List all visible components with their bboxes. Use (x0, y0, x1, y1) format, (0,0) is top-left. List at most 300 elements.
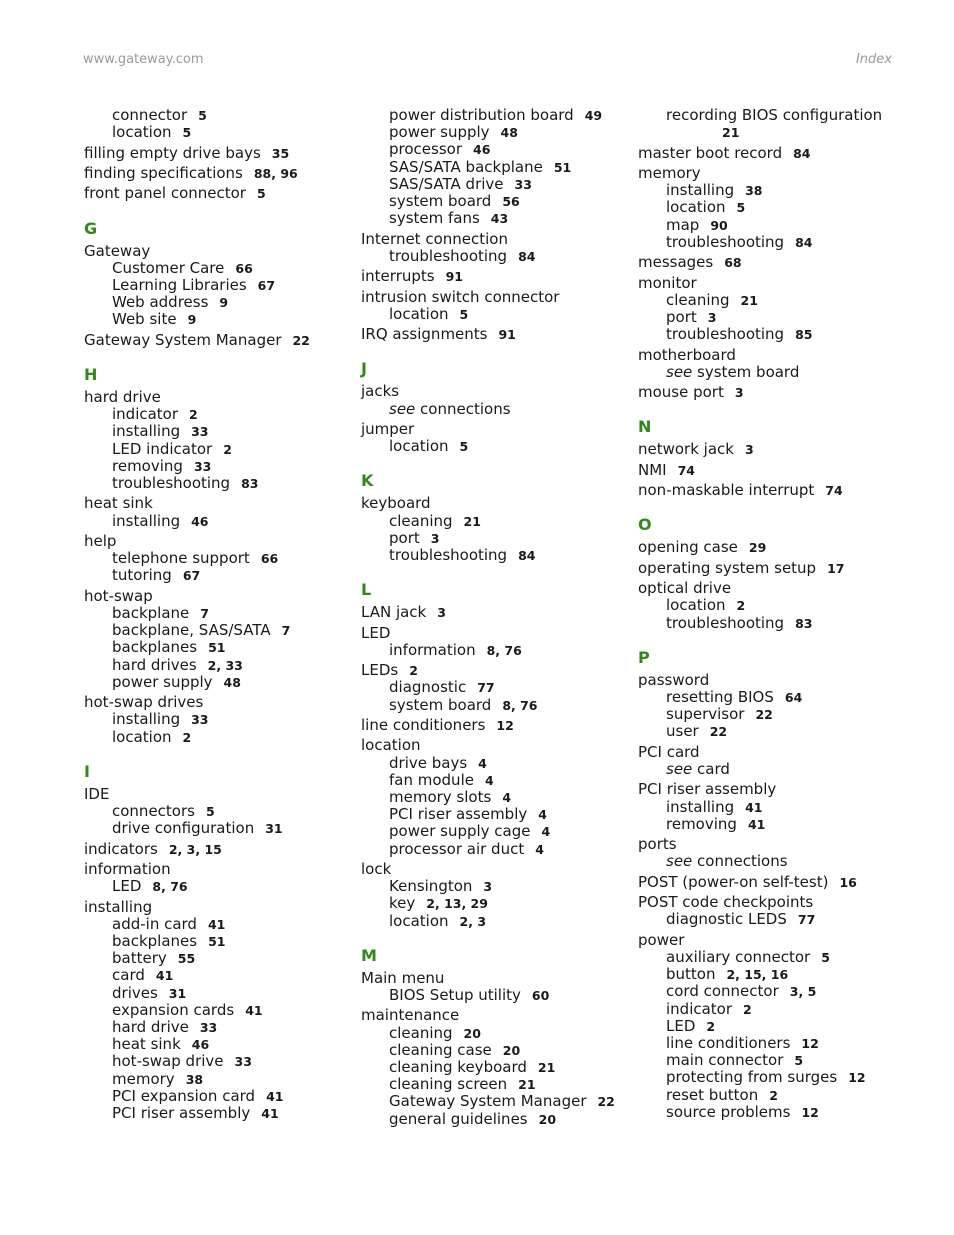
page-reference[interactable]: 48 (223, 674, 241, 690)
entry-term: LAN jack (361, 603, 427, 622)
page-reference[interactable]: 7 (200, 605, 209, 621)
index-subentry (361, 895, 631, 912)
entry-term: protecting from surges (666, 1068, 838, 1087)
page-reference[interactable]: 33 (514, 176, 532, 192)
page-reference[interactable]: 12 (801, 1104, 819, 1120)
page-reference[interactable]: 85 (795, 327, 813, 343)
page-reference[interactable]: 38 (185, 1071, 204, 1087)
index-entry (638, 539, 908, 556)
page-reference[interactable]: 2 (223, 441, 232, 457)
index-subentry (361, 1059, 631, 1076)
page-reference[interactable]: 3 (437, 605, 446, 621)
page-reference[interactable]: 4 (541, 824, 551, 840)
page-reference[interactable]: 66 (235, 260, 253, 276)
index-entry (84, 145, 354, 162)
index-entry (361, 861, 631, 878)
page-reference[interactable]: 8, 76 (152, 879, 188, 895)
page-reference[interactable]: 20 (538, 1111, 557, 1127)
index-subentry (84, 277, 354, 294)
index-subentry (361, 823, 631, 840)
index-subentry (84, 916, 354, 933)
entry-term: location (112, 727, 172, 746)
page-reference[interactable]: 9 (219, 295, 229, 311)
page-reference[interactable]: 51 (553, 159, 572, 175)
page-reference[interactable]: 5 (256, 186, 266, 202)
index-entry (361, 326, 631, 343)
index-entry (638, 165, 908, 182)
page-reference[interactable]: 66 (260, 551, 279, 567)
index-entry (638, 347, 908, 364)
index-subentry (361, 913, 631, 930)
entry-term: system board (389, 695, 492, 714)
index-subentry (84, 729, 354, 746)
entry-term: diagnostic LEDS (666, 910, 787, 929)
entry-term: user (666, 722, 699, 741)
index-entry (638, 384, 908, 401)
page-reference[interactable]: 5 (794, 1053, 804, 1069)
index-subentry (638, 1035, 908, 1052)
entry-term: location (361, 736, 421, 755)
index-column-3 (638, 107, 908, 1121)
entry-term: Gateway System Manager (389, 1092, 587, 1111)
page-reference[interactable]: 84 (518, 548, 536, 563)
entry-term: heat sink (112, 1035, 181, 1054)
index-subentry (84, 711, 354, 728)
see-reference: see (666, 759, 693, 778)
page-reference[interactable]: 46 (191, 513, 209, 529)
index-subentry (361, 141, 631, 158)
page-reference[interactable]: 55 (177, 951, 196, 967)
page-reference[interactable]: 84 (795, 234, 813, 250)
index-subentry (361, 513, 631, 530)
page-reference[interactable]: 33 (191, 424, 209, 440)
index-subentry (361, 679, 631, 696)
index-letter-heading: M (361, 945, 377, 965)
entry-term: port (666, 307, 697, 326)
page-reference[interactable]: 3 (483, 879, 493, 895)
index-subentry (361, 530, 631, 547)
page-reference[interactable]: 33 (234, 1054, 252, 1070)
index-subentry (84, 458, 354, 475)
index-subentry (84, 475, 354, 492)
index-column-1 (84, 107, 354, 1122)
page-reference[interactable]: 21 (537, 1060, 556, 1075)
entry-term: NMI (638, 460, 667, 479)
index-entry (638, 744, 908, 761)
page-reference[interactable]: 29 (748, 540, 767, 556)
index-subentry (638, 761, 908, 778)
page-reference[interactable]: 2, 15, 16 (726, 967, 789, 983)
page-reference[interactable]: 9 (187, 312, 197, 328)
index-subentry (361, 248, 631, 265)
index-subentry (84, 311, 354, 328)
page-reference[interactable]: 68 (724, 255, 742, 271)
entry-term: recording BIOS configuration (666, 106, 883, 124)
index-letter-heading: J (361, 359, 367, 379)
entry-term: PCI riser assembly (389, 805, 528, 824)
page-reference[interactable]: 91 (445, 269, 463, 285)
page-reference[interactable]: 64 (784, 689, 803, 705)
index-subentry (638, 799, 908, 816)
entry-term: processor (389, 140, 462, 159)
entry-term: keyboard (361, 494, 431, 513)
index-subentry (84, 567, 354, 584)
index-entry (361, 383, 631, 400)
entry-term: LED (666, 1016, 696, 1035)
index-entry (84, 533, 354, 550)
page-reference[interactable]: 84 (518, 248, 536, 264)
entry-term: PCI riser assembly (638, 780, 777, 799)
page-reference[interactable]: 2, 3, 15 (168, 841, 222, 857)
page-reference[interactable]: 56 (502, 194, 520, 210)
page-reference[interactable]: 5 (459, 439, 469, 455)
entry-term: reset button (666, 1085, 759, 1104)
entry-term: expansion cards (112, 1000, 235, 1019)
see-reference: see (666, 852, 693, 871)
page-reference[interactable]: 33 (199, 1020, 218, 1035)
entry-term: card (112, 966, 145, 985)
page-reference[interactable]: 22 (597, 1094, 615, 1110)
index-subentry (84, 107, 354, 124)
page-reference[interactable]: 38 (745, 183, 763, 199)
entry-term: drive bays (389, 753, 468, 772)
entry-term: password (638, 670, 710, 689)
page-reference[interactable]: 5 (459, 306, 469, 322)
page-reference[interactable]: 4 (484, 772, 494, 788)
page-reference[interactable]: 49 (584, 108, 603, 123)
index-subentry (361, 210, 631, 227)
page-reference[interactable]: 2, 3 (459, 913, 487, 929)
entry-term: jumper (361, 419, 415, 438)
index-entry (361, 625, 631, 642)
index-entry (638, 145, 908, 162)
entry-term: indicator (112, 405, 179, 424)
index-subentry (638, 292, 908, 309)
index-entry (84, 243, 354, 260)
entry-term: filling empty drive bays (84, 143, 261, 162)
page-reference[interactable]: 12 (848, 1070, 866, 1086)
page-reference[interactable]: 2 (409, 663, 418, 679)
entry-term: backplane (112, 603, 190, 622)
index-subentry (361, 193, 631, 210)
page-reference[interactable]: 41 (745, 799, 763, 815)
entry-term: resetting BIOS (666, 687, 774, 706)
page-reference[interactable]: 3 (734, 385, 744, 401)
index-entry (638, 874, 908, 891)
entry-term: location (112, 123, 172, 142)
page-reference[interactable]: 22 (292, 332, 310, 348)
page-reference[interactable]: 3 (744, 442, 754, 458)
page-reference[interactable]: 74 (825, 483, 843, 499)
entry-term: jacks (361, 382, 400, 401)
entry-term: IDE (84, 784, 110, 803)
index-subentry (638, 1069, 908, 1086)
entry-term: location (389, 911, 449, 930)
index-entry (638, 441, 908, 458)
page-reference[interactable]: 51 (208, 640, 226, 656)
entry-term: connectors (112, 802, 195, 820)
index-subentry (638, 364, 908, 381)
page-reference[interactable]: 8, 76 (502, 697, 538, 713)
page-reference[interactable]: 17 (827, 560, 845, 576)
entry-term: LED indicator (112, 439, 213, 458)
entry-term: memory (112, 1069, 175, 1088)
page-reference[interactable]: 83 (241, 476, 259, 491)
index-entry (84, 861, 354, 878)
index-entry (638, 836, 908, 853)
page-reference[interactable]: 20 (463, 1025, 481, 1041)
entry-term: system board (389, 192, 492, 211)
index-subentry (84, 639, 354, 656)
entry-term: motherboard (638, 345, 736, 364)
index-letter-heading: P (638, 647, 650, 667)
index-subentry (84, 985, 354, 1002)
page-reference[interactable]: 5 (182, 125, 192, 141)
entry-term: lock (361, 859, 392, 878)
entry-term: troubleshooting (112, 474, 231, 492)
page-reference[interactable]: 3 (430, 530, 440, 546)
page-reference[interactable]: 60 (531, 988, 550, 1003)
entry-term: key (389, 894, 416, 913)
index-entry (638, 560, 908, 577)
index-subentry (638, 309, 908, 326)
page-reference[interactable]: 21 (463, 513, 481, 529)
entry-term: troubleshooting (666, 232, 785, 251)
page-reference[interactable]: 3 (707, 309, 717, 325)
index-entry (84, 332, 354, 349)
entry-term: Main menu (361, 968, 445, 987)
page-reference[interactable]: 20 (502, 1042, 521, 1058)
see-reference: see (389, 399, 416, 418)
page-reference[interactable]: 2, 13, 29 (426, 896, 488, 912)
index-subentry (84, 1036, 354, 1053)
page-reference[interactable]: 12 (496, 717, 514, 733)
entry-term: battery (112, 949, 167, 968)
entry-term: hard drives (112, 655, 197, 674)
index-entry (84, 389, 354, 406)
entry-term: messages (638, 253, 714, 272)
index-subentry (361, 878, 631, 895)
index-entry (361, 231, 631, 248)
page-reference[interactable]: 33 (193, 458, 212, 474)
page-reference[interactable]: 2 (706, 1018, 716, 1034)
page-reference[interactable]: 46 (473, 142, 491, 158)
page-reference[interactable]: 31 (265, 821, 283, 837)
entry-term: Customer Care (112, 258, 225, 277)
index-subentry (84, 124, 354, 141)
entry-term: Learning Libraries (112, 275, 247, 294)
entry-term: connector (112, 106, 188, 124)
entry-term: telephone support (112, 549, 250, 568)
index-letter-heading: L (361, 580, 372, 600)
page-reference[interactable]: 4 (535, 841, 544, 857)
index-subentry (84, 1105, 354, 1122)
entry-term: system board (692, 362, 800, 381)
index-subentry (84, 1002, 354, 1019)
index-letter-heading: I (84, 761, 90, 781)
entry-term: network jack (638, 440, 734, 459)
index-entry (361, 717, 631, 734)
index-subentry (84, 605, 354, 622)
index-subentry (361, 841, 631, 858)
index-entry (84, 786, 354, 803)
index-entry (84, 899, 354, 916)
index-subentry (638, 597, 908, 614)
index-entry (84, 165, 354, 182)
page-reference[interactable]: 33 (191, 712, 209, 728)
index-subentry (638, 326, 908, 343)
entry-term: PCI riser assembly (112, 1104, 251, 1123)
index-entry (361, 495, 631, 512)
entry-term: SAS/SATA backplane (389, 157, 543, 176)
page-reference[interactable]: 67 (182, 568, 201, 584)
page-reference[interactable]: 2 (769, 1087, 778, 1103)
page-reference[interactable]: 5 (205, 804, 215, 819)
page-reference[interactable]: 48 (500, 125, 518, 141)
index-subentry (638, 234, 908, 251)
index-entry (361, 289, 631, 306)
entry-term: information (389, 640, 476, 659)
entry-term: non-maskable interrupt (638, 481, 815, 500)
page-reference[interactable]: 77 (477, 680, 495, 696)
index-letter-heading: G (84, 218, 98, 238)
index-subentry (638, 983, 908, 1000)
entry-term: hot-swap drive (112, 1052, 224, 1071)
page-reference[interactable]: 91 (498, 327, 516, 343)
page-reference[interactable]: 84 (793, 145, 811, 161)
page-reference[interactable]: 8, 76 (486, 642, 522, 658)
index-letter-heading: N (638, 417, 652, 437)
index-subentry (84, 1053, 354, 1070)
page-reference[interactable]: 41 (747, 816, 766, 832)
entry-term: master boot record (638, 143, 783, 162)
page-reference[interactable]: 5 (736, 200, 746, 216)
entry-term: system fans (389, 209, 480, 228)
page-reference[interactable]: 2 (736, 598, 746, 614)
page-reference[interactable]: 16 (839, 874, 857, 890)
page-reference[interactable]: 12 (801, 1035, 819, 1051)
index-entry (84, 841, 354, 858)
index-subentry (361, 1025, 631, 1042)
index-subentry (638, 199, 908, 216)
page-reference[interactable]: 67 (257, 277, 276, 293)
page-reference[interactable]: 4 (538, 807, 547, 823)
page-reference[interactable]: 7 (281, 623, 291, 639)
index-subentry (361, 806, 631, 823)
index-subentry (638, 615, 908, 632)
index-subentry (638, 853, 908, 870)
page-reference[interactable]: 2 (189, 407, 198, 423)
page-header (83, 52, 892, 72)
index-subentry (361, 1042, 631, 1059)
entry-term: LEDs (361, 661, 399, 680)
page-reference[interactable]: 41 (245, 1002, 263, 1018)
page-reference[interactable]: 74 (677, 462, 695, 478)
page-reference[interactable]: 22 (755, 707, 773, 723)
page-reference[interactable]: 21 (722, 125, 740, 141)
header-website: www.gateway.com (83, 52, 204, 67)
index-letter-heading: O (638, 515, 652, 535)
page-reference[interactable]: 3, 5 (789, 984, 817, 1000)
page-reference[interactable]: 21 (740, 292, 758, 308)
entry-term: Gateway (84, 241, 151, 260)
entry-term: intrusion switch connector (361, 287, 560, 306)
entry-term: information (84, 859, 171, 878)
index-subentry (638, 706, 908, 723)
index-subentry (638, 1087, 908, 1104)
page-reference[interactable]: 4 (502, 789, 512, 805)
page-reference[interactable]: 46 (191, 1037, 210, 1053)
page-reference[interactable]: 5 (198, 108, 207, 123)
index-entry (361, 737, 631, 754)
page-reference[interactable]: 41 (266, 1088, 284, 1104)
page-reference[interactable]: 35 (271, 145, 290, 161)
index-subentry (84, 441, 354, 458)
index-subentry (84, 674, 354, 691)
page-reference[interactable]: 90 (710, 217, 728, 233)
page-reference[interactable]: 21 (518, 1077, 536, 1093)
index-subentry (84, 294, 354, 311)
index-subentry (361, 306, 631, 323)
entry-term: location (389, 437, 449, 456)
entry-term: connections (692, 852, 788, 871)
page-reference[interactable]: 5 (821, 949, 830, 965)
index-subentry (361, 547, 631, 564)
page-reference[interactable]: 41 (207, 916, 226, 932)
index-subentry (84, 878, 354, 895)
page-reference[interactable]: 2 (743, 1001, 752, 1017)
index-entry (638, 482, 908, 499)
index-subentry (84, 803, 354, 820)
index-entry (638, 932, 908, 949)
entry-term: Internet connection (361, 229, 508, 248)
page-reference[interactable]: 41 (155, 968, 174, 984)
index-letter-heading: K (361, 471, 374, 491)
entry-term: Kensington (389, 877, 473, 896)
page-reference[interactable]: 41 (261, 1106, 279, 1122)
entry-term: removing (666, 814, 737, 833)
index-subentry (84, 967, 354, 984)
index-subentry (84, 406, 354, 423)
page-reference[interactable]: 4 (478, 755, 487, 771)
entry-term: power supply (112, 672, 213, 691)
index-entry (638, 254, 908, 271)
page-reference[interactable]: 2 (182, 729, 192, 745)
entry-term: troubleshooting (666, 325, 785, 344)
page-reference[interactable]: 22 (709, 724, 728, 740)
page-reference[interactable]: 43 (490, 211, 509, 227)
entry-term: installing (666, 797, 735, 816)
entry-term: connections (415, 399, 511, 418)
page-reference[interactable]: 51 (208, 933, 226, 949)
entry-term: power distribution board (389, 106, 574, 124)
entry-term: port (389, 528, 420, 547)
entry-term: memory (638, 163, 701, 182)
page-reference[interactable]: 83 (795, 615, 813, 631)
page-reference[interactable]: 2, 33 (207, 657, 243, 673)
index-subentry (638, 217, 908, 234)
page-reference[interactable]: 77 (797, 912, 816, 928)
entry-term: power (638, 930, 685, 949)
entry-term: line conditioners (666, 1033, 791, 1052)
index-subentry (638, 1052, 908, 1069)
page-reference[interactable]: 88, 96 (253, 165, 298, 181)
index-subentry (638, 816, 908, 833)
entry-term: cleaning (666, 290, 730, 309)
page-reference[interactable]: 31 (168, 985, 187, 1001)
entry-term: POST (power-on self-test) (638, 872, 829, 891)
index-letter-heading: H (84, 364, 98, 384)
